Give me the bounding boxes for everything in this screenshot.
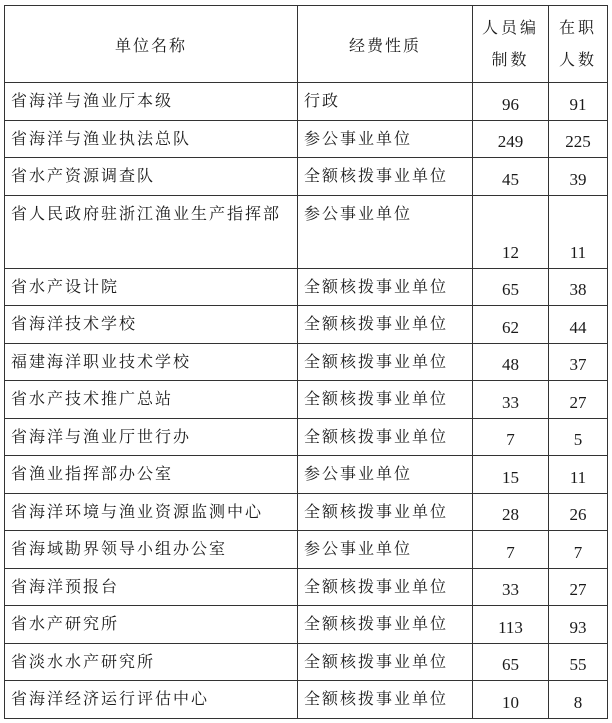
in-service-cell: 44 (549, 306, 608, 344)
table-row (5, 343, 608, 381)
header-staff-quota-line1: 人员编 (481, 18, 539, 37)
header-in-service-line1: 在职 (558, 18, 597, 37)
staff-quota-cell: 48 (473, 343, 549, 381)
staff-quota-cell: 33 (473, 381, 549, 419)
staff-quota-cell: 96 (473, 83, 549, 121)
funding-nature-cell: 全额核拨事业单位 (298, 681, 473, 719)
header-staff-quota-line2: 制数 (491, 50, 530, 69)
staff-quota-cell: 28 (473, 493, 549, 531)
staff-quota-cell: 65 (473, 643, 549, 681)
in-service-cell: 11 (549, 195, 608, 268)
unit-name-cell: 省海洋与渔业厅本级 (5, 83, 298, 121)
table-row (5, 418, 608, 456)
table-row (5, 306, 608, 344)
unit-name-cell: 省淡水水产研究所 (5, 643, 298, 681)
in-service-cell: 8 (549, 681, 608, 719)
funding-nature-cell: 全额核拨事业单位 (298, 493, 473, 531)
table-row (5, 268, 608, 306)
table-row (5, 568, 608, 606)
table-row (5, 120, 608, 158)
funding-nature-cell: 参公事业单位 (298, 120, 473, 158)
table-row (5, 643, 608, 681)
in-service-cell: 37 (549, 343, 608, 381)
funding-nature-cell: 全额核拨事业单位 (298, 158, 473, 196)
in-service-cell: 27 (549, 381, 608, 419)
table-body (5, 83, 608, 719)
funding-nature-cell: 参公事业单位 (298, 531, 473, 569)
staffing-table (4, 5, 608, 719)
funding-nature-cell: 全额核拨事业单位 (298, 381, 473, 419)
funding-nature-cell: 全额核拨事业单位 (298, 343, 473, 381)
table-row (5, 195, 608, 268)
staff-quota-cell: 45 (473, 158, 549, 196)
funding-nature-cell: 全额核拨事业单位 (298, 606, 473, 644)
table-row (5, 456, 608, 494)
table-row (5, 83, 608, 121)
in-service-cell: 5 (549, 418, 608, 456)
staff-quota-cell: 65 (473, 268, 549, 306)
unit-name-cell: 省海洋与渔业执法总队 (5, 120, 298, 158)
in-service-cell: 7 (549, 531, 608, 569)
table-header-row (5, 6, 608, 83)
funding-nature-cell: 参公事业单位 (298, 456, 473, 494)
funding-nature-cell: 全额核拨事业单位 (298, 306, 473, 344)
staff-quota-cell: 33 (473, 568, 549, 606)
in-service-cell: 91 (549, 83, 608, 121)
in-service-cell: 26 (549, 493, 608, 531)
staff-quota-cell: 15 (473, 456, 549, 494)
in-service-cell: 27 (549, 568, 608, 606)
unit-name-cell: 省海域勘界领导小组办公室 (5, 531, 298, 569)
unit-name-cell: 省人民政府驻浙江渔业生产指挥部 (5, 195, 298, 268)
table-row (5, 681, 608, 719)
unit-name-cell: 福建海洋职业技术学校 (5, 343, 298, 381)
table-row (5, 158, 608, 196)
staff-quota-cell: 7 (473, 531, 549, 569)
in-service-cell: 225 (549, 120, 608, 158)
staff-quota-cell: 10 (473, 681, 549, 719)
staff-quota-cell: 12 (473, 195, 549, 268)
unit-name-cell: 省水产技术推广总站 (5, 381, 298, 419)
header-in-service-line2: 人数 (558, 50, 597, 69)
unit-name-cell: 省水产资源调查队 (5, 158, 298, 196)
in-service-cell: 38 (549, 268, 608, 306)
funding-nature-cell: 行政 (298, 83, 473, 121)
unit-name-cell: 省渔业指挥部办公室 (5, 456, 298, 494)
header-funding-nature: 经费性质 (298, 6, 473, 83)
unit-name-cell: 省水产研究所 (5, 606, 298, 644)
staff-quota-cell: 249 (473, 120, 549, 158)
funding-nature-cell: 全额核拨事业单位 (298, 418, 473, 456)
unit-name-cell: 省海洋技术学校 (5, 306, 298, 344)
unit-name-cell: 省海洋经济运行评估中心 (5, 681, 298, 719)
unit-name-cell: 省海洋预报台 (5, 568, 298, 606)
table-row (5, 606, 608, 644)
table-row (5, 493, 608, 531)
staff-quota-cell: 62 (473, 306, 549, 344)
table-row (5, 531, 608, 569)
funding-nature-cell: 参公事业单位 (298, 195, 473, 268)
header-in-service (549, 6, 608, 83)
unit-name-cell: 省海洋环境与渔业资源监测中心 (5, 493, 298, 531)
staff-quota-cell: 7 (473, 418, 549, 456)
in-service-cell: 55 (549, 643, 608, 681)
funding-nature-cell: 全额核拨事业单位 (298, 268, 473, 306)
header-unit-name: 单位名称 (5, 6, 298, 83)
funding-nature-cell: 全额核拨事业单位 (298, 568, 473, 606)
table-row (5, 381, 608, 419)
staff-quota-cell: 113 (473, 606, 549, 644)
funding-nature-cell: 全额核拨事业单位 (298, 643, 473, 681)
in-service-cell: 11 (549, 456, 608, 494)
in-service-cell: 93 (549, 606, 608, 644)
in-service-cell: 39 (549, 158, 608, 196)
unit-name-cell: 省水产设计院 (5, 268, 298, 306)
unit-name-cell: 省海洋与渔业厅世行办 (5, 418, 298, 456)
header-staff-quota (473, 6, 549, 83)
